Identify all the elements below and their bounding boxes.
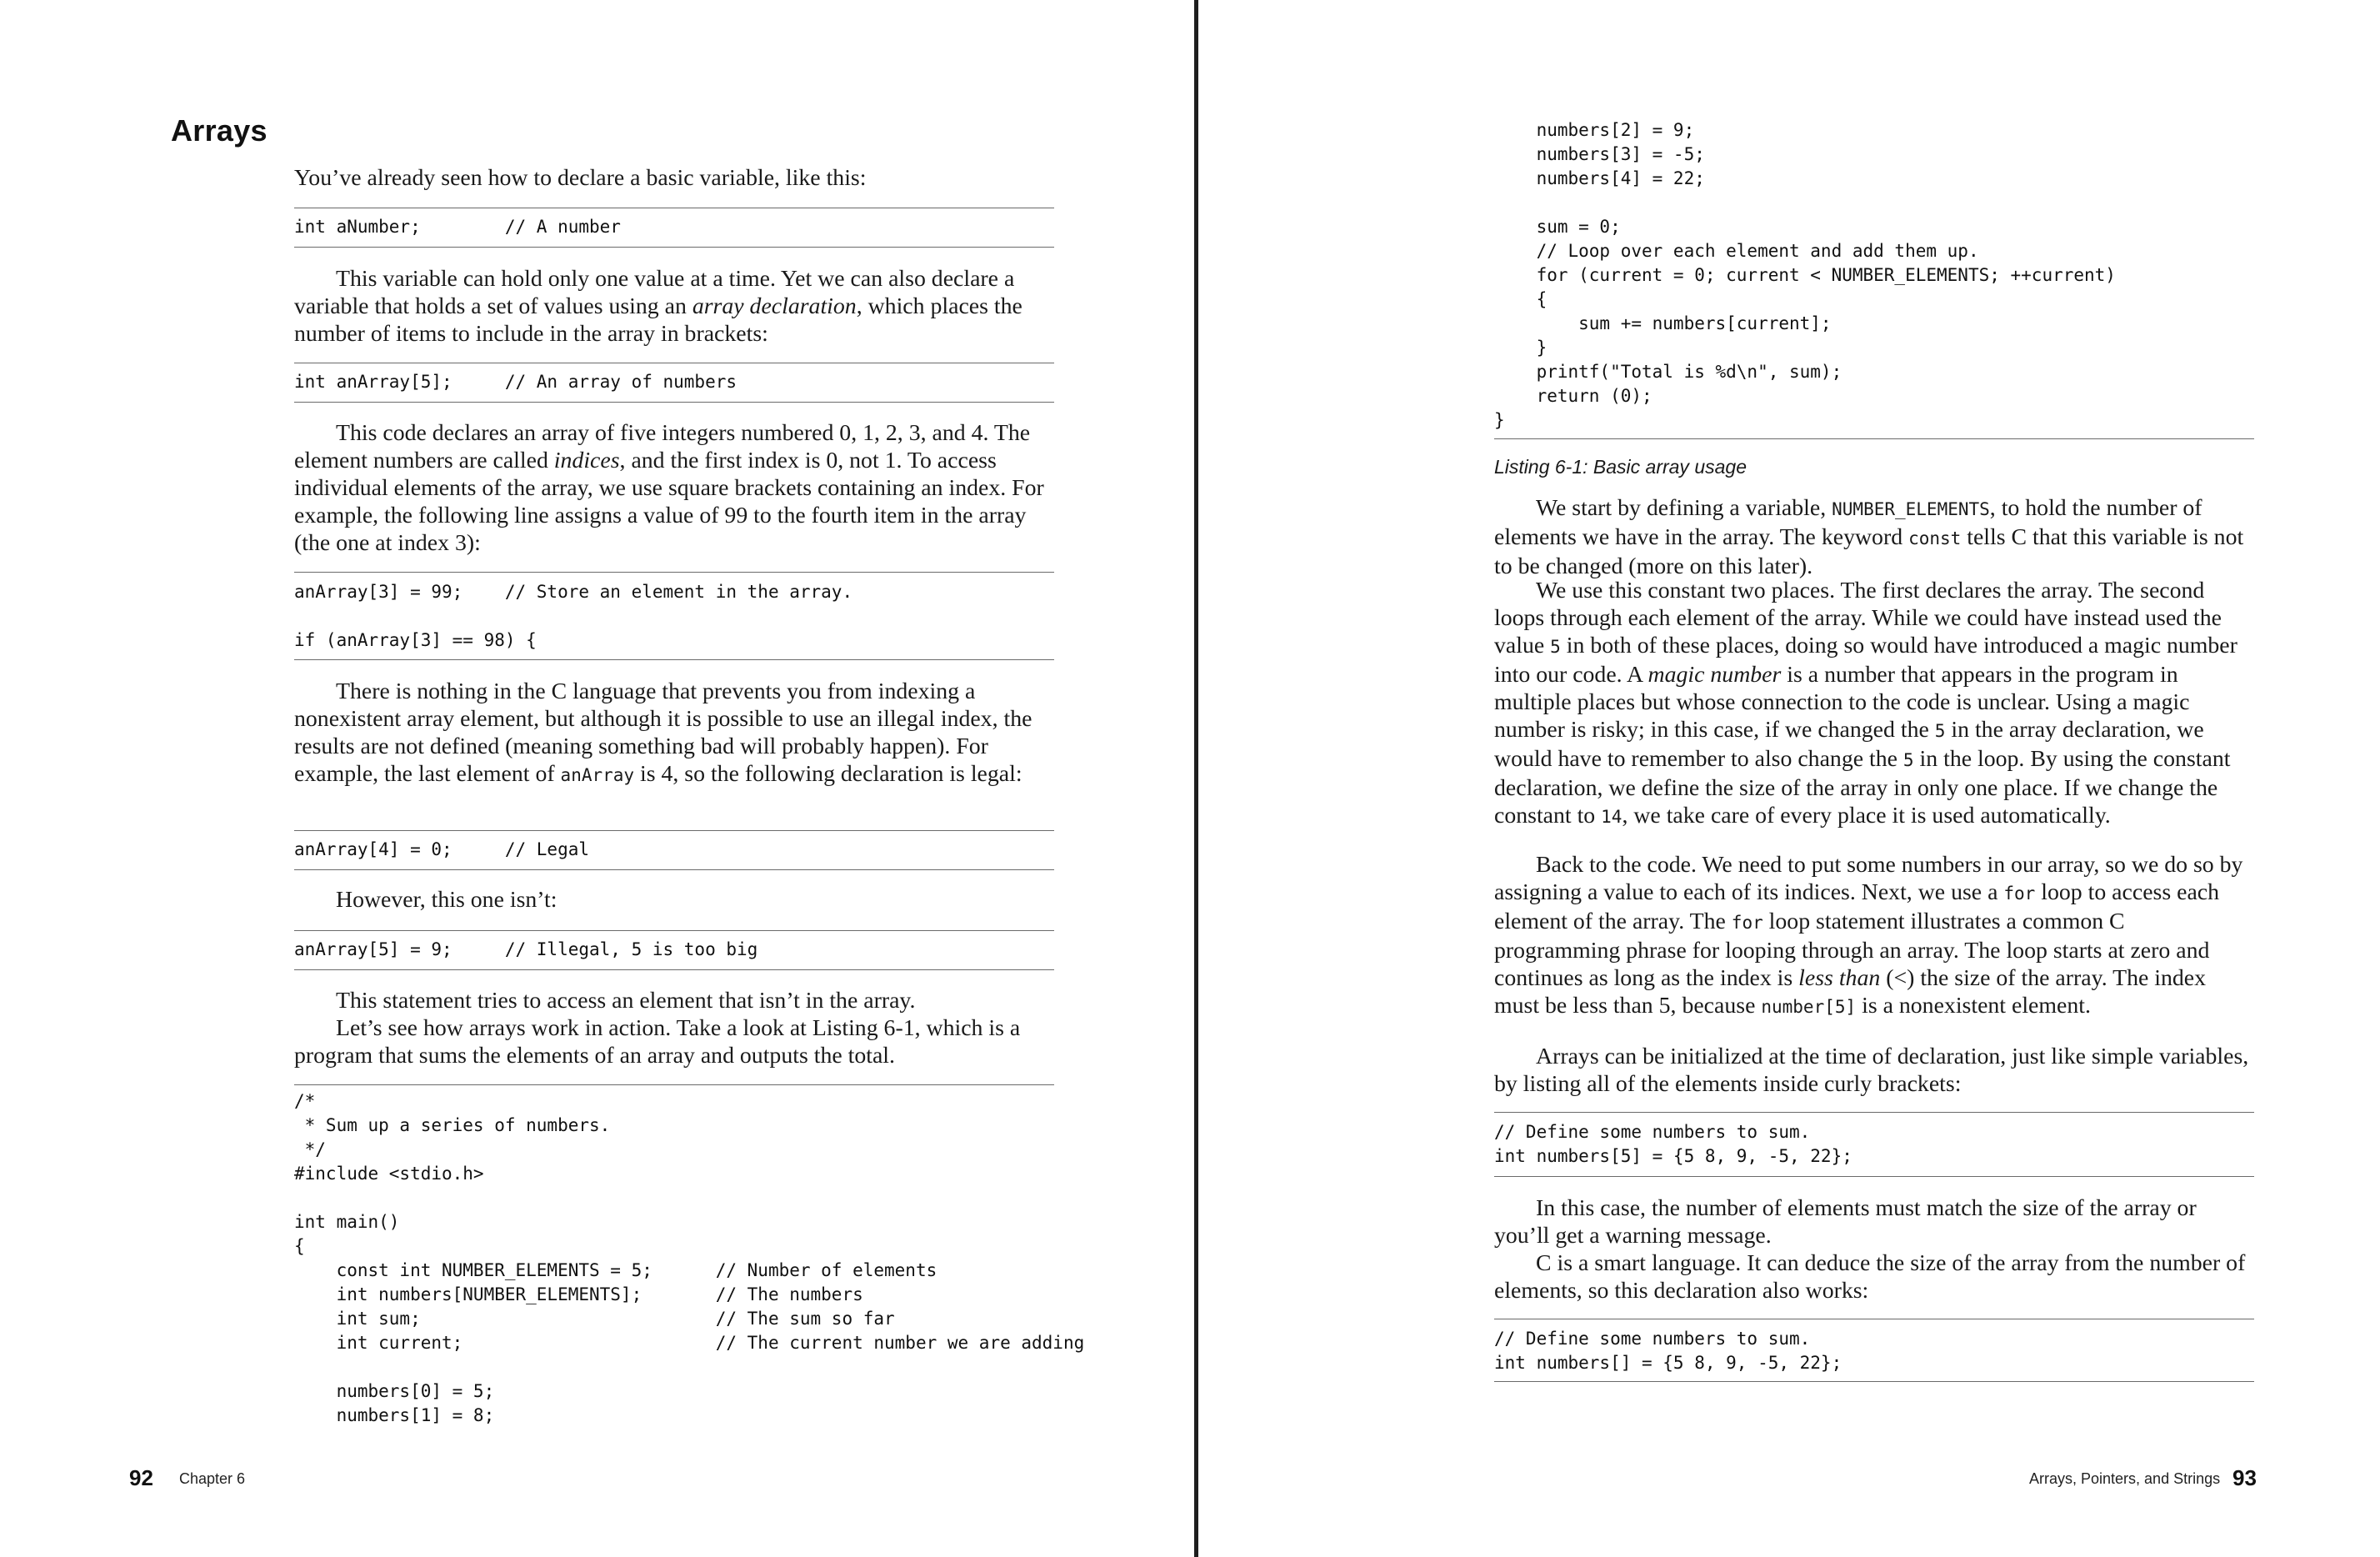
paragraph: Back to the code. We need to put some numbers in our array, so we do so by assigning a value to each of its indices. Next, we use a for loop to access each element of the array. The for loop statement illustrates a common C programming phrase for looping through an array. The loop starts at zero and continues as long as the index is less than (<) the size of the array. The index must be less than 5, because number[5] is a nonexistent element. [1494, 852, 2243, 1019]
book-spine [1194, 0, 1198, 1557]
paragraph: This statement tries to access an element that isn’t in the array. [336, 988, 916, 1014]
inline-code: anArray [560, 765, 635, 785]
paragraph: This variable can hold only one value at a time. Yet we can also declare a variable that holds a set of values using an array declaration, which places the number of items to include in the array in brackets: [294, 266, 1022, 347]
paragraph: Let’s see how arrays work in action. Take a look at Listing 6-1, which is a program that sums the elements of an array and outputs the total. [294, 1015, 1021, 1069]
inline-code: for [2003, 884, 2036, 904]
emphasis-term: indices [553, 448, 620, 473]
paragraph: C is a smart language. It can deduce the size of the array from the number of elements, so this declaration also works: [1494, 1250, 2246, 1304]
code-text: // Define some numbers to sum. int numbers[5] = {5 8, 9, -5, 22}; [1494, 1122, 1852, 1166]
code-block [294, 363, 1054, 403]
inline-code: 5 [1934, 721, 1946, 741]
inline-code: NUMBER_ELEMENTS [1832, 499, 1990, 519]
code-text: anArray[5] = 9; // Illegal, 5 is too big [294, 939, 758, 959]
paragraph: We start by defining a variable, NUMBER_ELEMENTS, to hold the number of elements we have in the array. The keyword const tells C that this variable is not to be changed (more on this later). [1494, 495, 2244, 579]
code-block [1494, 1319, 2254, 1382]
running-head: Arrays, Pointers, and Strings [2029, 1470, 2221, 1487]
code-text: // Define some numbers to sum. int numbers[] = {5 8, 9, -5, 22}; [1494, 1329, 1842, 1373]
paragraph: There is nothing in the C language that prevents you from indexing a nonexistent array element, but although it is possible to use an illegal index, the results are not defined (meaning something bad will probably happen). For example, the last element of anArray is 4, so the following declaration is legal: [294, 678, 1032, 787]
paragraph: This code declares an array of five integers numbered 0, 1, 2, 3, and 4. The element numbers are called indices, and the first index is 0, not 1. To access individual elements of the array, we use square brackets containing an index. For example, the following line assigns a value of 99 to the fourth item in the array (the one at index 3): [294, 420, 1044, 556]
right-page [1199, 0, 2380, 1557]
code-block [294, 208, 1054, 248]
page-number: 93 [2232, 1465, 2257, 1490]
inline-code: 14 [1601, 807, 1622, 827]
inline-code: for [1731, 913, 1763, 933]
code-block [294, 930, 1054, 970]
code-block [294, 830, 1054, 870]
chapter-title: Arrays [171, 113, 268, 148]
inline-code: 5 [1550, 637, 1561, 657]
paragraph: However, this one isn’t: [336, 887, 558, 913]
code-text: anArray[4] = 0; // Legal [294, 839, 590, 859]
inline-code: const [1908, 528, 1962, 548]
emphasis-term: magic number [1648, 662, 1782, 688]
inline-code: 5 [1902, 750, 1914, 770]
emphasis-term: less than [1798, 965, 1881, 991]
code-text: int anArray[5]; // An array of numbers [294, 372, 738, 392]
code-block [294, 572, 1054, 660]
code-listing-rule [294, 1084, 1054, 1085]
code-listing: /* * Sum up a series of numbers. */ #include <stdio.h> int main() { const int NUMBER_ELEMENTS = 5; // Number of elements int numbers[NUMBER_ELEMENTS]; // The numbers int sum; // The sum so far int current; // The current number we are adding numbers[0] = 5; numbers[1] = 8; [294, 1091, 1085, 1425]
paragraph: You’ve already seen how to declare a basic variable, like this: [294, 165, 867, 191]
page-number: 92 [129, 1465, 153, 1490]
emphasis-term: array declaration [692, 293, 857, 319]
code-listing-continued: numbers[2] = 9; numbers[3] = -5; numbers[4] = 22; sum = 0; // Loop over each element and add them up. for (current = 0; current < NUMBER_ELEMENTS; ++current) { sum += numbers[current]; } printf("Total is %d\n", sum); return (0); } [1494, 120, 2116, 430]
running-head: Chapter 6 [179, 1470, 246, 1487]
paragraph: Arrays can be initialized at the time of declaration, just like simple variables, by listing all of the elements inside curly brackets: [1494, 1044, 2249, 1097]
paragraph: We use this constant two places. The first declares the array. The second loops through each element of the array. While we could have instead used the value 5 in both of these places, doing so would have introduced a magic number into our code. A magic number is a number that appears in the program in multiple places but whose connection to the code is unclear. Using a magic number is risky; in this case, if we changed the 5 in the array declaration, we would have to remember to also change the 5 in the loop. By using the constant declaration, we define the size of the array in only one place. If we change the constant to 14, we take care of every place it is used automatically. [1494, 578, 2238, 829]
paragraph: In this case, the number of elements must match the size of the array or you’ll get a warning message. [1494, 1195, 2197, 1249]
listing-caption: Listing 6-1: Basic array usage [1494, 456, 1747, 478]
inline-code: number[5] [1761, 997, 1857, 1017]
code-text: anArray[3] = 99; // Store an element in the array. if (anArray[3] == 98) { [294, 582, 853, 650]
code-listing-rule [1494, 438, 2254, 439]
code-text: int aNumber; // A number [294, 217, 621, 237]
code-block [1494, 1112, 2254, 1177]
